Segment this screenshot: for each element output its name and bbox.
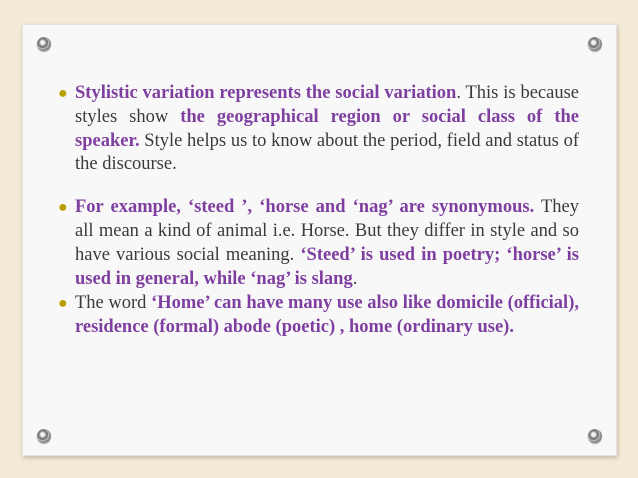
bullet-icon: ● bbox=[58, 295, 68, 313]
pin-icon bbox=[588, 37, 602, 51]
bullet-text: The word bbox=[75, 293, 152, 314]
bullet-text-highlight: For example, ‘steed ’, ‘horse and ‘nag’ are synonymous. bbox=[75, 197, 535, 218]
bullet-text: . This is because styles show bbox=[75, 83, 579, 127]
bullet-text-highlight: Stylistic variation represents the social variation bbox=[75, 83, 457, 103]
bullet-icon: ● bbox=[58, 199, 68, 217]
bullet-item bbox=[58, 292, 579, 340]
slide-content bbox=[58, 82, 579, 340]
bullet-text-highlight: ‘Steed’ is used in poetry; ‘horse’ is used in general, while ‘nag’ is slang bbox=[75, 244, 579, 289]
bullet-text-highlight: ‘Home’ can have many use also like domicile (official), residence (formal) abode (poetic) , home (ordinary use). bbox=[75, 293, 579, 338]
bullet-item bbox=[58, 196, 579, 291]
bullet-text: Style helps us to know about the period, field and status of the discourse. bbox=[75, 130, 579, 175]
bullet-icon: ● bbox=[58, 85, 68, 102]
pin-icon bbox=[588, 429, 602, 443]
bullet-text: They all mean a kind of animal i.e. Horse. But they differ in style and so have various social meaning. bbox=[75, 197, 580, 265]
bullet-text-highlight: the geographical region or social class of the speaker. bbox=[75, 106, 579, 151]
bullet-item bbox=[58, 82, 579, 177]
pin-icon bbox=[37, 37, 51, 51]
bullet-text: . bbox=[352, 268, 358, 289]
pin-icon bbox=[37, 429, 51, 443]
